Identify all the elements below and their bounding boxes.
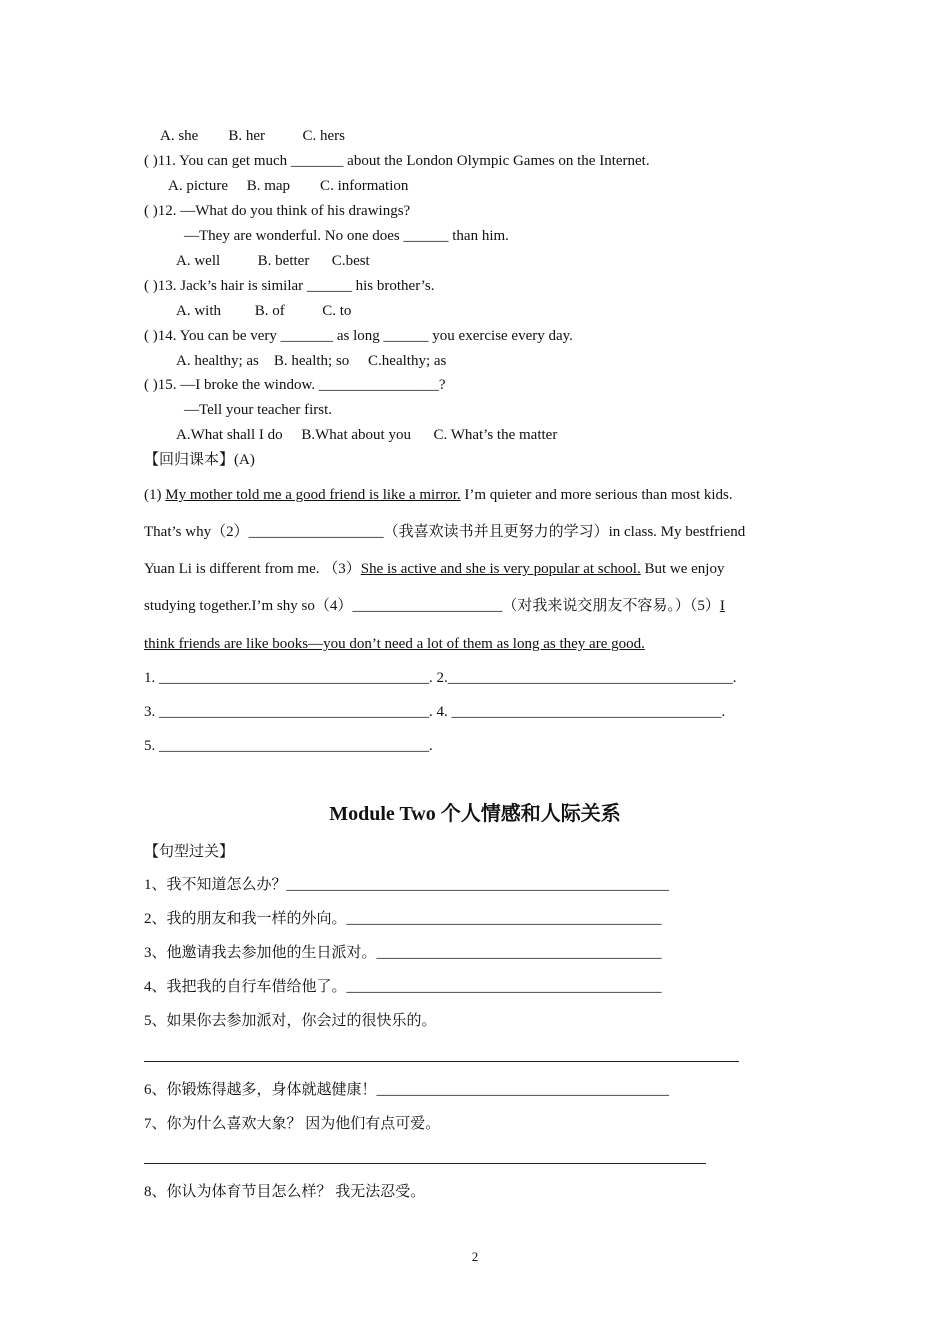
passage-sentence-3: She is active and she is very popular at school.	[360, 561, 641, 577]
answer-blank-5	[144, 1061, 739, 1062]
passage-line-2: That’s why（2）__________________（我喜欢读书并且更努力的学习）in class. My bestfriend	[144, 524, 746, 540]
q10-options: A. she B. her C. hers	[160, 128, 345, 144]
question-13: ( )13. Jack’s hair is similar ______ his brother’s.	[144, 278, 435, 294]
section-heading: 【句型过关】	[144, 844, 235, 860]
module-title: Module Two 个人情感和人际关系	[329, 803, 621, 825]
q15-options: A.What shall I do B.What about you C. What’s the matter	[176, 427, 558, 443]
q14-options: A. healthy; as B. health; so C.healthy; as	[176, 353, 447, 369]
passage-sentence-5-start: I	[719, 598, 725, 614]
sentence-5: 5、如果你去参加派对，你会过的很快乐的。	[144, 1013, 437, 1029]
q12-options: A. well B. better C.best	[176, 253, 370, 269]
q13-options: A. with B. of C. to	[176, 303, 352, 319]
question-12: ( )12. —What do you think of his drawings?	[144, 203, 411, 219]
passage-sentence-5: think friends are like books—you don’t need a lot of them as long as they are good.	[144, 636, 645, 652]
sentence-6: 6、你锻炼得越多，身体就越健康！_______________________________________	[144, 1082, 670, 1098]
passage-line-4-prefix: studying together.I’m shy so（4）____________________（对我来说交朋友不容易。）（5）	[144, 598, 720, 614]
passage-line-4	[144, 597, 725, 615]
answer-line-3-4: 3. ____________________________________. 4. ____________________________________.	[144, 704, 726, 720]
sentence-8: 8、你认为体育节目怎么样？ 我无法忍受。	[144, 1184, 426, 1200]
passage-line-1-rest: I’m quieter and more serious than most kids.	[460, 487, 733, 503]
passage-line-3-rest: But we enjoy	[640, 561, 725, 577]
sentence-1: 1、我不知道怎么办？___________________________________________________	[144, 877, 670, 893]
sentence-7: 7、你为什么喜欢大象？ 因为他们有点可爱。	[144, 1116, 441, 1132]
passage-line-3	[144, 560, 724, 578]
question-15: ( )15. —I broke the window. ________________?	[144, 377, 446, 393]
q11-options: A. picture B. map C. information	[168, 178, 409, 194]
passage-line-1-prefix: (1)	[144, 487, 166, 503]
answer-line-5: 5. ____________________________________.	[144, 738, 433, 754]
answer-line-1-2: 1. ____________________________________. 2.______________________________________.	[144, 670, 737, 686]
sentence-3: 3、他邀请我去参加他的生日派对。______________________________________	[144, 945, 662, 961]
passage-sentence-1: My mother told me a good friend is like a mirror.	[165, 487, 461, 503]
textbook-heading: 【回归课本】(A)	[144, 452, 255, 468]
question-14: ( )14. You can be very _______ as long ______ you exercise every day.	[144, 328, 573, 344]
passage-line-3-prefix: Yuan Li is different from me. （3）	[144, 561, 361, 577]
passage-line-1	[144, 486, 733, 504]
sentence-4: 4、我把我的自行车借给他了。__________________________________________	[144, 979, 662, 995]
q15-reply: —Tell your teacher first.	[184, 402, 333, 418]
page-number: 2	[471, 1249, 479, 1264]
sentence-2: 2、我的朋友和我一样的外向。__________________________________________	[144, 911, 662, 927]
q12-reply: —They are wonderful. No one does ______ than him.	[184, 228, 509, 244]
answer-blank-7	[144, 1163, 706, 1164]
question-11: ( )11. You can get much _______ about the London Olympic Games on the Internet.	[144, 153, 650, 169]
